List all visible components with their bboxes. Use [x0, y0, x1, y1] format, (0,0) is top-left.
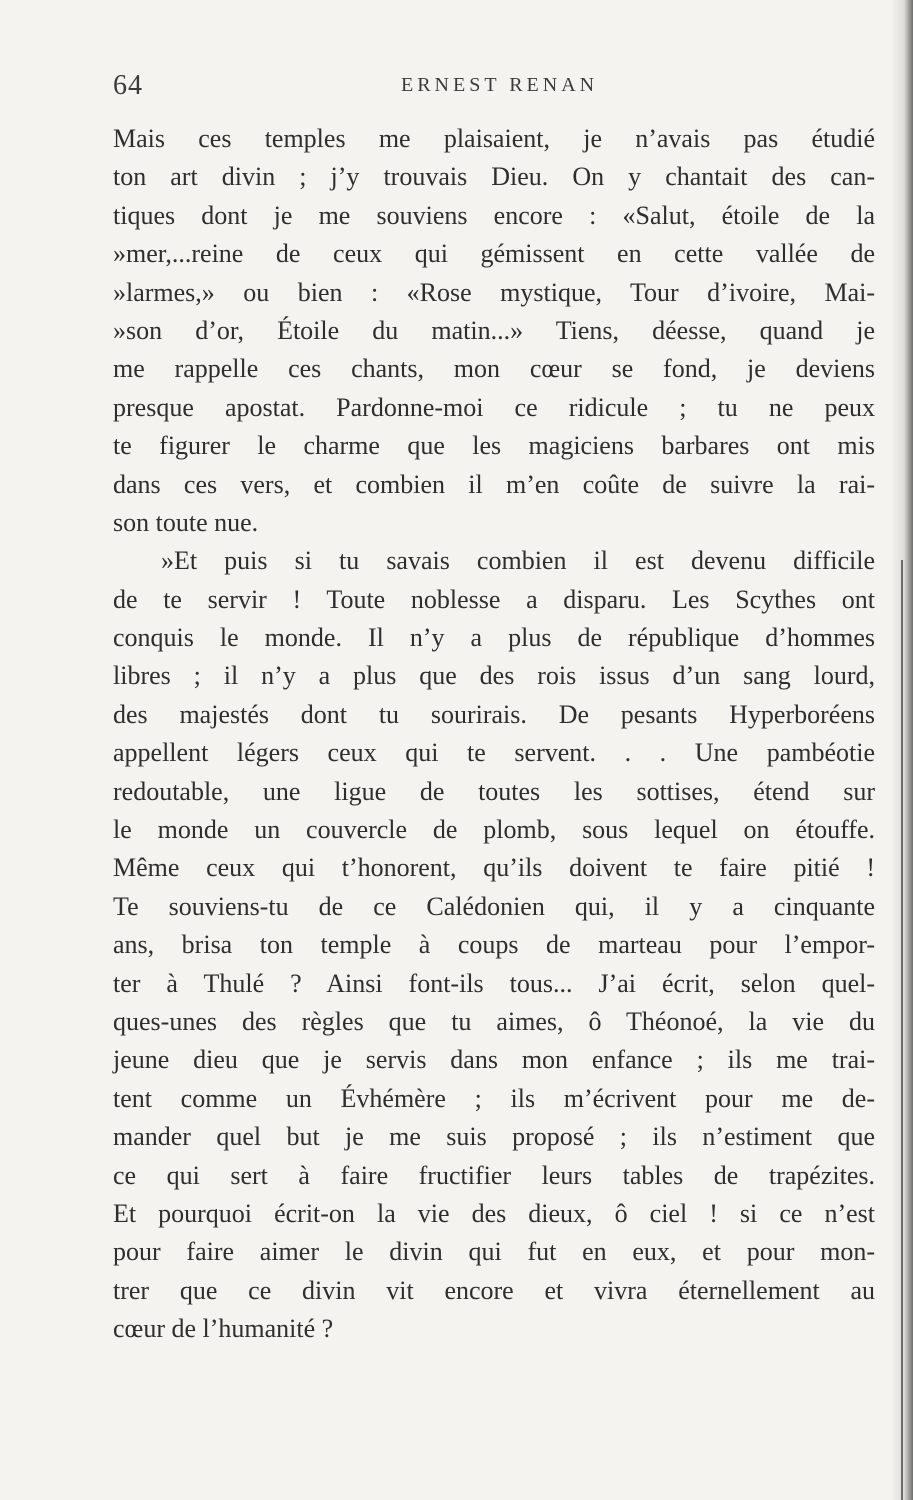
text-line: libres ; il n’y a plus que des rois issus d’un sang lourd, — [113, 661, 875, 691]
text-line: Même ceux qui t’honorent, qu’ils doivent te faire pitié ! — [113, 853, 875, 883]
text-line: Te souviens-tu de ce Calédonien qui, il y a cinquante — [113, 891, 875, 921]
text-line: te figurer le charme que les magiciens barbares ont mis — [113, 431, 875, 461]
text-line: ter à Thulé ? Ainsi font-ils tous... J’ai écrit, selon quel- — [113, 968, 875, 998]
page-number: 64 — [113, 70, 143, 101]
text-line: mander quel but je me suis proposé ; ils n’estiment que — [113, 1122, 875, 1152]
text-line: de te servir ! Toute noblesse a disparu. Les Scythes ont — [113, 584, 875, 614]
text-line: ce qui sert à faire fructifier leurs tables de trapézites. — [113, 1160, 875, 1190]
text-line: son toute nue. — [113, 507, 259, 537]
paragraph — [113, 542, 875, 1348]
text-line: tiques dont je me souviens encore : «Salut, étoile de la — [113, 200, 875, 230]
text-line: presque apostat. Pardonne-moi ce ridicule ; tu ne peux — [113, 392, 875, 422]
text-line: cœur de l’humanité ? — [113, 1314, 334, 1344]
text-line: redoutable, une ligue de toutes les sottises, étend sur — [113, 776, 875, 806]
text-line: »Et puis si tu savais combien il est devenu difficile — [161, 546, 875, 576]
text-line: appellent légers ceux qui te servent. . . Une pambéotie — [113, 738, 875, 768]
text-line: »mer,...reine de ceux qui gémissent en cette vallée de — [113, 239, 875, 269]
page-edge-line — [901, 560, 903, 1500]
text-line: dans ces vers, et combien il m’en coûte de suivre la rai- — [113, 469, 875, 499]
text-line: conquis le monde. Il n’y a plus de république d’hommes — [113, 623, 875, 653]
running-title: ERNEST RENAN — [401, 74, 599, 96]
text-line: ans, brisa ton temple à coups de marteau pour l’empor- — [113, 930, 875, 960]
paragraph — [113, 120, 875, 542]
text-line: »son d’or, Étoile du matin...» Tiens, déesse, quand je — [113, 315, 875, 345]
text-line: »larmes,» ou bien : «Rose mystique, Tour d’ivoire, Mai- — [113, 277, 875, 307]
text-line: ques-unes des règles que tu aimes, ô Théonoé, la vie du — [113, 1006, 875, 1036]
text-line: pour faire aimer le divin qui fut en eux, et pour mon- — [113, 1237, 875, 1267]
text-line: Et pourquoi écrit-on la vie des dieux, ô ciel ! si ce n’est — [113, 1198, 875, 1228]
text-line: tent comme un Évhémère ; ils m’écrivent pour me de- — [113, 1083, 875, 1113]
running-head — [113, 70, 873, 104]
body-text — [113, 120, 875, 1349]
text-line: me rappelle ces chants, mon cœur se fond, je deviens — [113, 354, 875, 384]
text-line: le monde un couvercle de plomb, sous lequel on étouffe. — [113, 815, 875, 845]
text-line: Mais ces temples me plaisaient, je n’avais pas étudié — [113, 124, 875, 153]
text-line: ton art divin ; j’y trouvais Dieu. On y chantait des can- — [113, 162, 875, 192]
text-line: trer que ce divin vit encore et vivra éternellement au — [113, 1275, 875, 1305]
text-line: des majestés dont tu sourirais. De pesants Hyperboréens — [113, 699, 875, 729]
text-line: jeune dieu que je servis dans mon enfance ; ils me trai- — [113, 1045, 875, 1075]
